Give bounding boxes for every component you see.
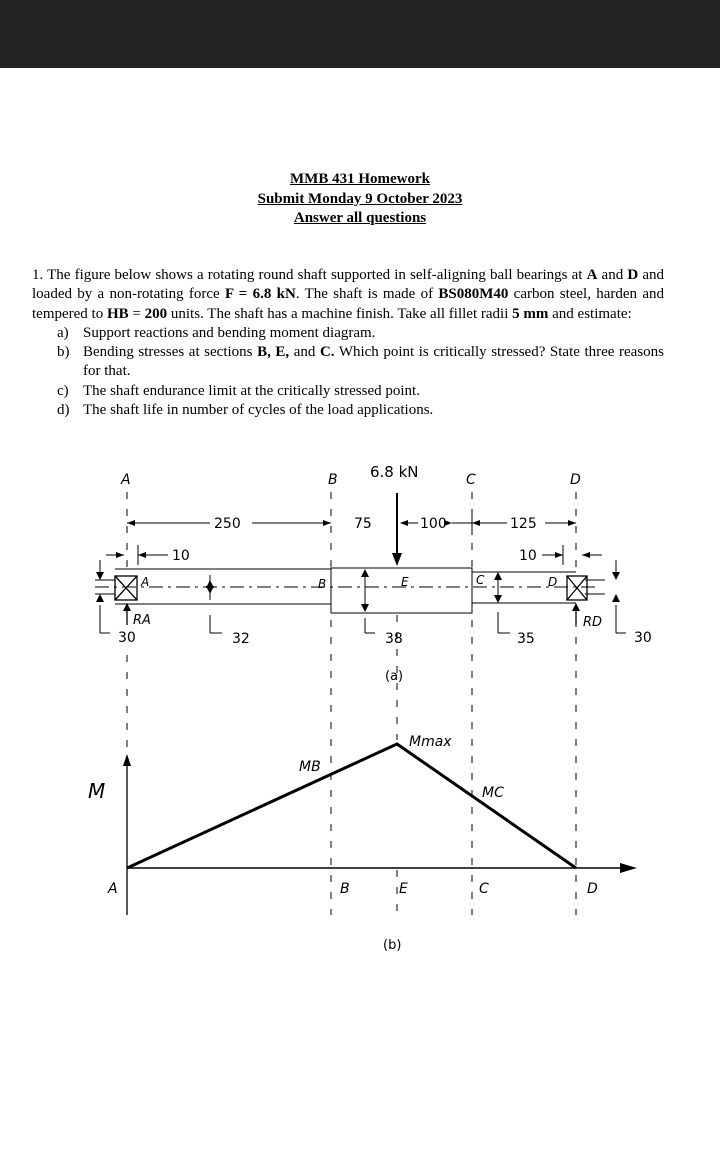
header-block (0, 170, 720, 229)
dim-125: 125 (510, 516, 537, 532)
problem-statement: 1. The figure below shows a rotating round shaft supported in self-aligning ball bearings at A and D and loaded by a non-rotating force F = 6.8 kN. The shaft is made of BS080M40 carbon steel, harden and tempered to HB = 200 units. The shaft has a machine finish. Take all fillet radii 5 mm and estimate: (32, 267, 664, 322)
label-D-bottom: D (587, 881, 598, 897)
section-E-label: E (401, 575, 409, 589)
dia-35: 35 (517, 631, 535, 647)
section-B-label: B (318, 577, 327, 591)
label-C-top: C (466, 472, 476, 488)
due-date: Submit Monday 9 October 2023 (257, 190, 463, 207)
dim-100: 100 (420, 516, 447, 532)
section-A-label: A (141, 575, 150, 589)
sub-question-b: b) Bending stresses at sections B, E, and C. Which point is critically stressed? State three reasons for that. (57, 344, 664, 380)
course-title: MMB 431 Homework (290, 171, 430, 187)
label-E-bottom: E (399, 881, 408, 897)
instructions: Answer all questions (293, 210, 427, 226)
label-B-top: B (328, 472, 338, 488)
label-A-top: A (121, 472, 131, 488)
caption-a: (a) (385, 669, 404, 684)
label-D-top: D (570, 472, 581, 488)
dia-30-left: 30 (118, 630, 136, 646)
label-B-bottom: B (340, 881, 350, 897)
moment-C-label: MC (482, 785, 504, 801)
section-D-label: D (548, 575, 558, 589)
label-A-bottom: A (108, 881, 118, 897)
shaft-figure (85, 455, 655, 965)
dim-75: 75 (354, 516, 372, 532)
dim-10-left: 10 (172, 548, 190, 564)
moment-max-label: Mmax (409, 734, 452, 750)
sub-question-c: c) The shaft endurance limit at the critically stressed point. (57, 382, 420, 399)
dia-32: 32 (232, 631, 250, 647)
reaction-A-label: RA (133, 613, 151, 628)
caption-b: (b) (383, 938, 402, 953)
label-C-bottom: C (479, 881, 489, 897)
section-C-label: C (476, 573, 485, 587)
sub-question-a: a) Support reactions and bending moment diagram. (57, 324, 376, 341)
reaction-D-label: RD (583, 615, 603, 630)
sub-question-d: d) The shaft life in number of cycles of the load applications. (57, 402, 434, 419)
dia-38: 38 (385, 631, 403, 647)
dia-30-right: 30 (634, 630, 652, 646)
top-bar (0, 0, 720, 68)
dim-250: 250 (214, 516, 241, 532)
moment-B-label: MB (299, 759, 321, 775)
moment-axis-label: M (88, 779, 106, 803)
problem-1 (32, 266, 664, 420)
force-label: 6.8 kN (370, 463, 419, 481)
sub-questions (32, 324, 664, 420)
dim-10-right: 10 (519, 548, 537, 564)
